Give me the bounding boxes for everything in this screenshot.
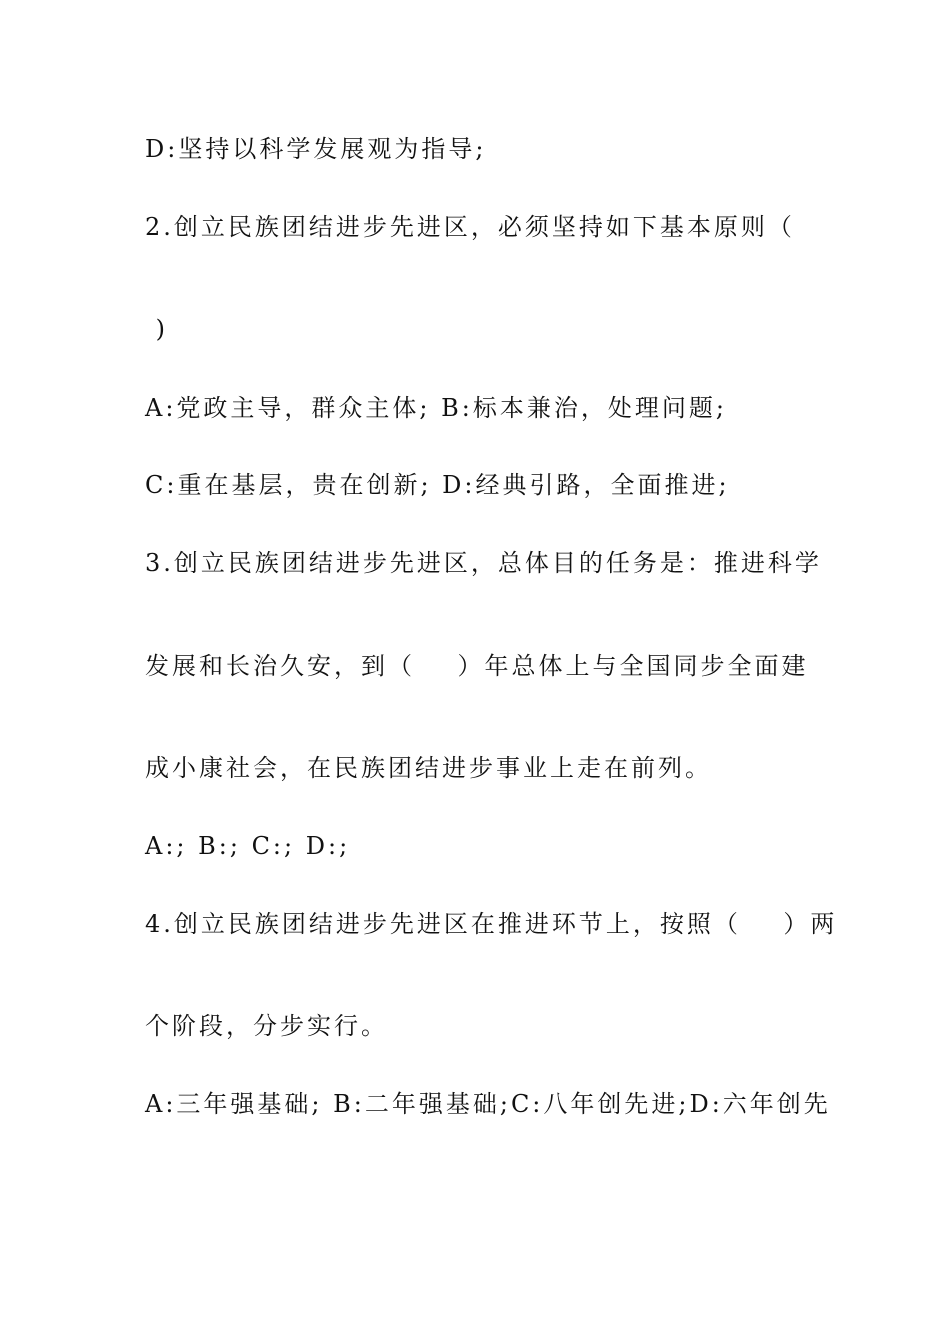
question-4-text: 4.创立民族团结进步先进区在推进环节上，按照（ ）两 xyxy=(145,910,838,938)
question-2-blank: ) xyxy=(145,315,168,343)
question-2-text: 2.创立民族团结进步先进区，必须坚持如下基本原则（ xyxy=(145,213,795,241)
question-2-options-ab: A:党政主导，群众主体; B:标本兼治，处理问题; xyxy=(145,394,727,422)
question-4-text-cont: 个阶段，分步实行。 xyxy=(145,1012,388,1040)
question-3-options: A:; B:; C:; D:; xyxy=(145,832,351,860)
question-3-text: 3.创立民族团结进步先进区，总体目的任务是：推进科学 xyxy=(145,549,822,577)
question-4-options: A:三年强基础; B:二年强基础;C:八年创先进;D:六年创先 xyxy=(145,1090,831,1118)
question-3-text-cont: 发展和长治久安，到（ ）年总体上与全国同步全面建 xyxy=(145,652,809,680)
question-3-text-end: 成小康社会，在民族团结进步事业上走在前列。 xyxy=(145,754,712,782)
option-d-q1: D:坚持以科学发展观为指导; xyxy=(145,135,487,163)
question-2-options-cd: C:重在基层，贵在创新; D:经典引路，全面推进; xyxy=(145,471,730,499)
